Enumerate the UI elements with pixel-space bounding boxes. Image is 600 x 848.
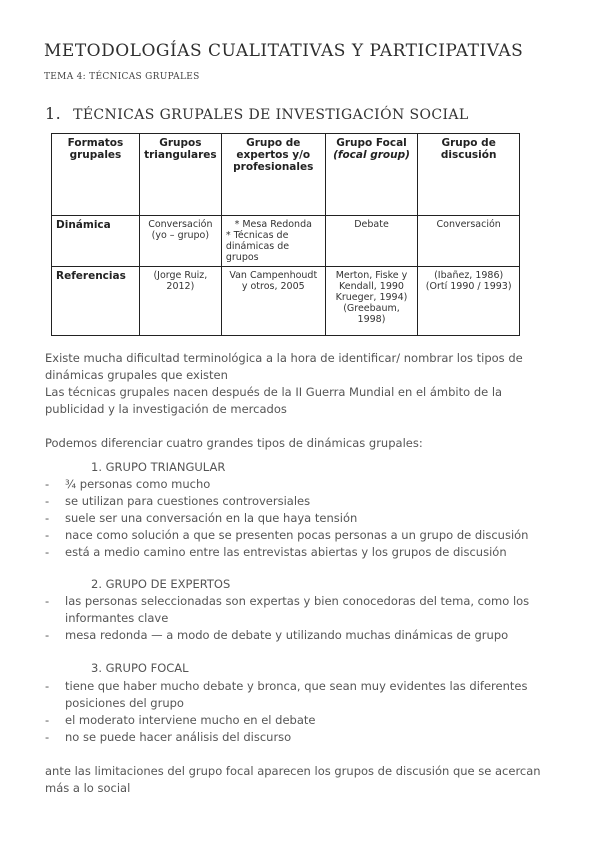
table-cell: Merton, Fiske y Kendall, 1990 Krueger, 1994) (Greebaum, 1998) [325, 267, 418, 336]
focal-header-label: Grupo Focal [336, 137, 407, 149]
row-label-referencias: Referencias [52, 267, 140, 336]
table-header-row [52, 134, 520, 216]
expertos-list [45, 593, 555, 644]
techniques-table [51, 133, 520, 336]
table-cell: (Jorge Ruiz, 2012) [139, 267, 221, 336]
table-cell: Debate [325, 216, 418, 267]
list-item: - tiene que haber mucho debate y bronca, que sean muy evidentes las diferentes posiciones del grupo [45, 678, 555, 712]
list-item: - las personas seleccionadas son expertas y bien conocedoras del tema, como los informantes clave [45, 593, 555, 627]
section-number: 1. [45, 104, 62, 123]
group-heading-triangular: 1. GRUPO TRIANGULAR [91, 460, 226, 474]
table-cell: (Ibañez, 1986) (Ortí 1990 / 1993) [418, 267, 520, 336]
group-heading-focal: 3. GRUPO FOCAL [91, 661, 189, 675]
list-item: - nace como solución a que se presenten pocas personas a un grupo de discusión [45, 527, 555, 544]
table-cell: Van Campenhoudt y otros, 2005 [221, 267, 325, 336]
focal-header-sub: (focal group) [333, 149, 410, 161]
focal-list [45, 678, 555, 746]
cell-line: * Técnicas de dinámicas de grupos [225, 230, 290, 263]
table-row [52, 216, 520, 267]
list-item: - suele ser una conversación en la que haya tensión [45, 510, 555, 527]
table-header-cell: Grupo de expertos y/o profesionales [221, 134, 325, 216]
triangular-list [45, 476, 555, 561]
list-item: - no se puede hacer análisis del discurso [45, 729, 555, 746]
intro-paragraph: Las técnicas grupales nacen después de la II Guerra Mundial en el ámbito de la publicidad y la investigación de mercados [45, 385, 503, 416]
table-header-cell: Grupo de discusión [418, 134, 520, 216]
table-cell: Conversación [418, 216, 520, 267]
list-item: - se utilizan para cuestiones controversiales [45, 493, 555, 510]
section-heading [45, 104, 469, 123]
table-row [52, 267, 520, 336]
table-header-cell: Grupos triangulares [139, 134, 221, 216]
list-item: - está a medio camino entre las entrevistas abiertas y los grupos de discusión [45, 544, 555, 561]
list-item: - mesa redonda — a modo de debate y utilizando muchas dinámicas de grupo [45, 627, 555, 644]
table-cell [221, 216, 325, 267]
types-intro: Podemos diferenciar cuatro grandes tipos de dinámicas grupales: [45, 436, 423, 450]
closing-paragraph: ante las limitaciones del grupo focal aparecen los grupos de discusión que se acercan más a lo social [45, 764, 541, 795]
document-subtitle: TEMA 4: TÉCNICAS GRUPALES [44, 72, 200, 82]
row-label-dinamica: Dinámica [52, 216, 140, 267]
list-item: - el moderato interviene mucho en el debate [45, 712, 555, 729]
table-header-cell: Formatos grupales [52, 134, 140, 216]
section-title: TÉCNICAS GRUPALES DE INVESTIGACIÓN SOCIAL [73, 107, 469, 123]
intro-paragraph: Existe mucha dificultad terminológica a la hora de identificar/ nombrar los tipos de dinámicas grupales que existen [45, 351, 523, 382]
list-item: - ¾ personas como mucho [45, 476, 555, 493]
group-heading-expertos: 2. GRUPO DE EXPERTOS [91, 577, 231, 591]
table-cell: Conversación (yo – grupo) [139, 216, 221, 267]
table-header-cell [325, 134, 418, 216]
cell-line: * Mesa Redonda [234, 219, 312, 230]
document-title: METODOLOGÍAS CUALITATIVAS Y PARTICIPATIVAS [44, 41, 524, 61]
